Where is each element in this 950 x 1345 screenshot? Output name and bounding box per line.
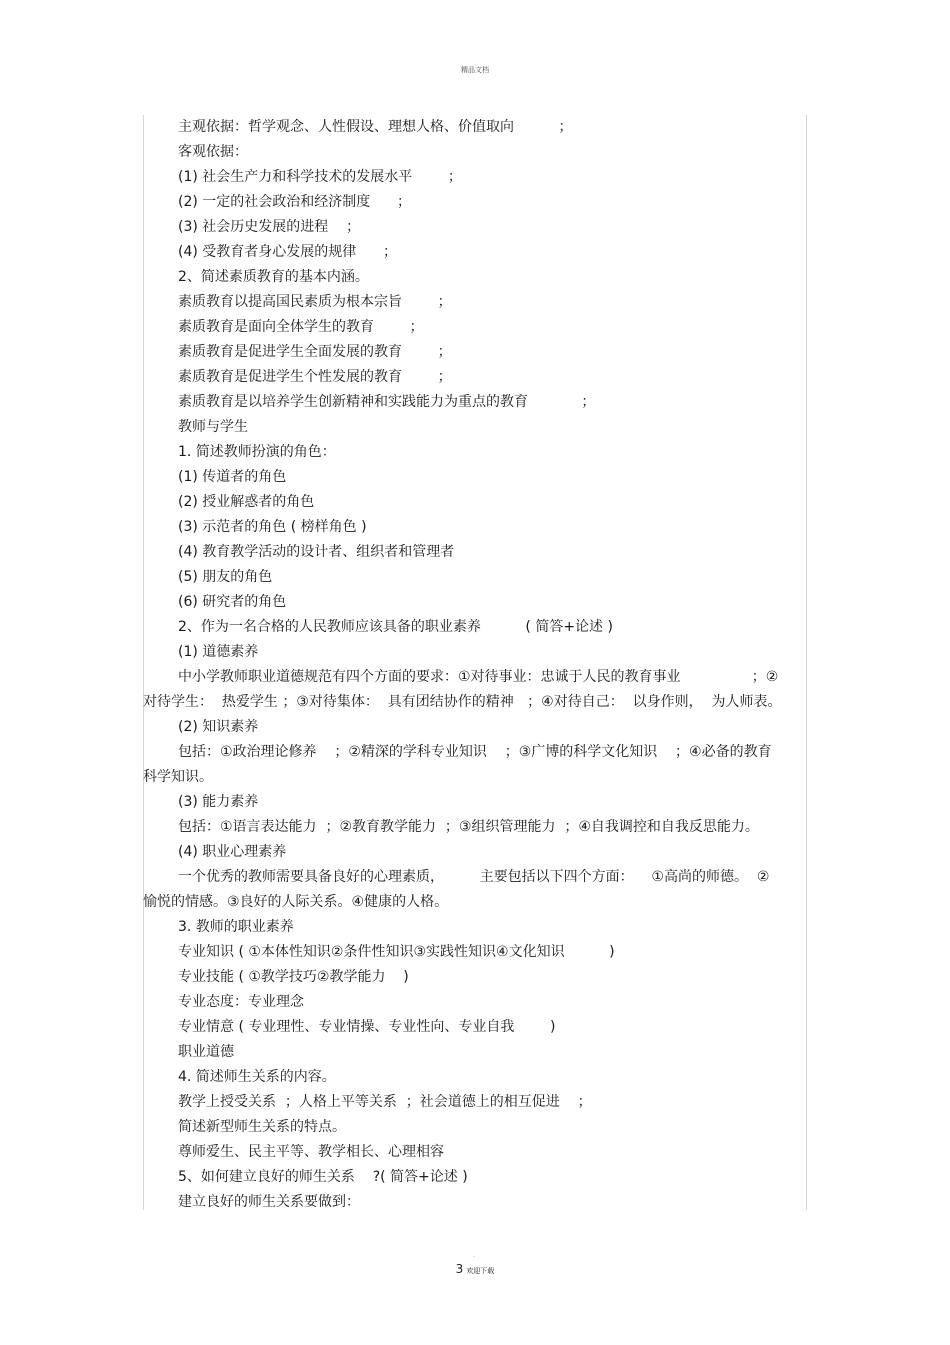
text-line: 教学上授受关系 ；人格上平等关系 ；社会道德上的相互促进 ；	[178, 1094, 592, 1110]
section-heading: 5、如何建立良好的师生关系 ?( 简答+论述 )	[178, 1169, 468, 1185]
text-line: 尊师爱生、民主平等、教学相长、心理相容	[178, 1144, 444, 1160]
footer-dot: .	[473, 1252, 475, 1259]
text-line: (5) 朋友的角色	[178, 569, 273, 585]
text-line: 对待学生： 热爱学生 ；③对待集体： 具有团结协作的精神 ；④对待自己： 以身作则， 为人师表。	[143, 694, 782, 710]
page-footer	[0, 1252, 950, 1276]
text-line: (3) 能力素养	[178, 794, 259, 810]
text-line: (2) 授业解惑者的角色	[178, 494, 315, 510]
text-line: 愉悦的情感。③良好的人际关系。④健康的人格。	[143, 894, 449, 910]
text-line: 包括：①政治理论修养 ；②精深的学科专业知识 ；③广博的科学文化知识 ；④必备的教育	[178, 744, 772, 760]
text-line: 专业情意 ( 专业理性、专业情操、专业性向、专业自我 )	[178, 1019, 556, 1035]
text-line: 包括：①语言表达能力 ；②教育教学能力 ；③组织管理能力 ；④自我调控和自我反思能力。	[178, 819, 759, 835]
section-heading: 4. 简述师生关系的内容。	[178, 1069, 336, 1085]
text-line: 科学知识。	[143, 769, 213, 785]
text-line: 一个优秀的教师需要具备良好的心理素质， 主要包括以下四个方面： ①高尚的师德。 ②	[178, 869, 770, 885]
section-heading: 3. 教师的职业素养	[178, 919, 294, 935]
text-line: 客观依据：	[178, 144, 248, 160]
text-line: (3) 示范者的角色 ( 榜样角色 )	[178, 519, 367, 535]
text-line: (1) 传道者的角色	[178, 469, 287, 485]
text-line: (4) 教育教学活动的设计者、组织者和管理者	[178, 544, 455, 560]
text-line: 素质教育是面向全体学生的教育 ；	[178, 319, 424, 335]
text-line: 素质教育是促进学生个性发展的教育 ；	[178, 369, 452, 385]
page-header: 精品文档	[461, 66, 489, 74]
section-heading: 教师与学生	[178, 419, 248, 435]
text-line: (4) 受教育者身心发展的规律 ；	[178, 244, 397, 260]
text-line: 素质教育以提高国民素质为根本宗旨 ；	[178, 294, 452, 310]
text-line: (6) 研究者的角色	[178, 594, 287, 610]
text-line: 中小学教师职业道德规范有四个方面的要求：①对待事业：忠诚于人民的教育事业 ；②	[178, 669, 779, 685]
text-line: (2) 一定的社会政治和经济制度 ；	[178, 194, 411, 210]
text-line: 素质教育是以培养学生创新精神和实践能力为重点的教育 ；	[178, 394, 596, 410]
text-line: 主观依据：哲学观念、人性假设、理想人格、价值取向 ；	[178, 119, 573, 135]
page-number: 3	[455, 1262, 464, 1276]
text-line: (3) 社会历史发展的进程 ；	[178, 219, 361, 235]
text-line: (1) 社会生产力和科学技术的发展水平 ；	[178, 169, 462, 185]
text-line: 专业技能 ( ①教学技巧②教学能力 )	[178, 969, 409, 985]
document-body	[143, 115, 807, 1215]
text-line: 建立良好的师生关系要做到：	[178, 1194, 360, 1210]
footer-text: 欢迎下载	[466, 1267, 495, 1275]
section-heading: 2、简述素质教育的基本内涵。	[178, 269, 369, 285]
text-line: 专业态度：专业理念	[178, 994, 304, 1010]
section-heading: 1. 简述教师扮演的角色：	[178, 444, 336, 460]
text-line: 简述新型师生关系的特点。	[178, 1119, 346, 1135]
section-heading: 2、作为一名合格的人民教师应该具备的职业素养 ( 简答+论述 )	[178, 619, 613, 635]
text-line: 职业道德	[178, 1044, 234, 1060]
text-line: 素质教育是促进学生全面发展的教育 ；	[178, 344, 452, 360]
text-line: (1) 道德素养	[178, 644, 259, 660]
text-line: 专业知识 ( ①本体性知识②条件性知识③实践性知识④文化知识 )	[178, 944, 615, 960]
text-line: (4) 职业心理素养	[178, 844, 287, 860]
text-line: (2) 知识素养	[178, 719, 259, 735]
